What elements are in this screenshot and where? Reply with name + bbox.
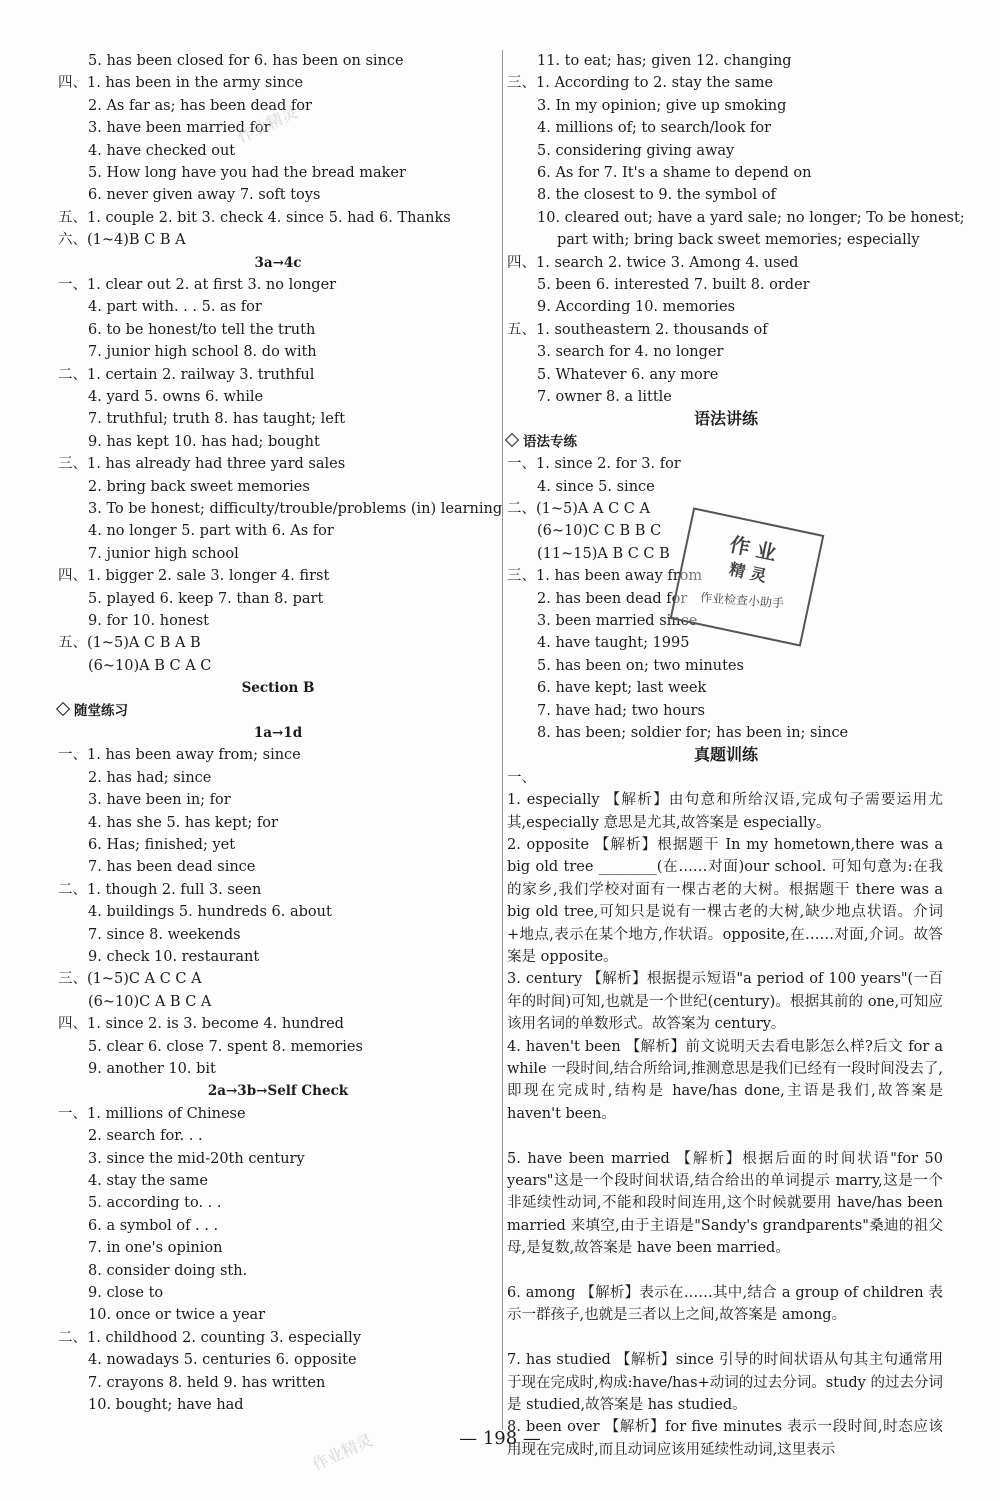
answer-line: 7. in one's opinion [88,1240,223,1257]
answer-line: 4. nowadays 5. centuries 6. opposite [88,1352,357,1369]
explanation-paragraph: 1. especially 【解析】由句意和所给汉语,完成句子需要运用尤其,especially 意思是尤其,故答案是 especially。 [507,792,943,831]
answer-line: 11. to eat; has; given 12. changing [537,53,792,69]
explanation-paragraph: 2. opposite 【解析】根据题干 In my hometown,there was a big old tree ________(在……对面)our school. 可知句意为:在我的家乡,我们学校对面有一棵古老的大树。根据题干 there was a big old tree,可知只是说有一棵古老的大树,缺少地点状语。介词+地点,表示在某个地方,作状语。opposite,在……对面,介词。故答案是 opposite。 [507,837,943,966]
answer-line: 4. since 5. since [537,478,655,495]
answer-line: 一、1. has been away from; since [58,747,301,764]
answer-line: 10. once or twice a year [88,1307,266,1324]
answer-line: 7. has been dead since [88,859,256,876]
answer-line: 6. to be honest/to tell the truth [88,321,316,338]
answer-line: (11~15)A B C C B [537,545,670,562]
answer-line: 二、1. childhood 2. counting 3. especially [58,1329,362,1346]
answer-line: 4. has she 5. has kept; for [88,814,278,831]
stamp-text-2: 精 灵 [727,559,769,586]
answer-line: 4. have taught; 1995 [537,635,690,652]
section-heading: Section B [241,680,315,697]
answer-line: 7. junior high school 8. do with [88,344,317,361]
answer-line: 5. How long have you had the bread maker [88,165,406,181]
answer-line: 一、1. clear out 2. at first 3. no longer [58,277,337,293]
answer-line: 6. Has; finished; yet [88,837,236,853]
section-heading: 2a→3b→Self Check [207,1083,349,1100]
answer-line: 6. As for 7. It's a shame to depend on [537,165,812,181]
explanation-paragraph: 6. among 【解析】表示在……其中,结合 a group of children 表示一群孩子,也就是三者以上之间,故答案是 among。 [507,1285,943,1324]
section-heading: 1a→1d [253,725,303,741]
answer-line: 2. has had; since [88,769,212,786]
answer-line: 5. played 6. keep 7. than 8. part [88,590,324,607]
watermark: 作业精灵 [309,1430,376,1475]
section-label [58,700,128,722]
answer-line: 3. have been in; for [88,792,231,809]
answer-line: 4. part with. . . 5. as for [88,299,262,316]
answer-line: 9. According 10. memories [537,299,736,316]
answer-line: 二、1. though 2. full 3. seen [58,881,262,898]
answer-line: 6. never given away 7. soft toys [88,187,321,204]
section-label [507,431,577,453]
answer-line: 4. buildings 5. hundreds 6. about [88,904,332,921]
answer-line: 二、1. certain 2. railway 3. truthful [58,366,315,383]
stamp-text-1: 作 业 [727,532,779,566]
answer-line: (6~10)C A B C A [88,993,212,1010]
section-label-text: 随堂练习 [74,702,128,719]
answer-line: 8. the closest to 9. the symbol of [537,187,776,204]
answer-line: 9. check 10. restaurant [88,949,260,965]
answer-line: 一、1. millions of Chinese [58,1105,246,1122]
answer-line: 四、1. bigger 2. sale 3. longer 4. first [58,568,330,585]
section-heading: 真题训练 [693,745,758,765]
answer-line: 四、1. has been in the army since [58,75,304,92]
answer-line: 三、1. has been away from [507,568,703,585]
answer-line: 2. has been dead for [537,590,688,607]
answer-line: 5. been 6. interested 7. built 8. order [537,277,810,293]
answer-line: (6~10)C C B B C [537,523,662,540]
answer-line: 5. according to. . . [88,1195,222,1212]
explanation-paragraph: 7. has studied 【解析】since 引导的时间状语从句其主句通常用于现在完成时,构成:have/has+动词的过去分词。study 的过去分词是 studied,故答案是 has studied。 [507,1352,943,1413]
answer-line: 9. another 10. bit [88,1061,216,1077]
answer-line: 3. been married since [537,613,698,629]
section-heading: 语法讲练 [693,409,758,429]
watermark: 作业精灵 [234,102,301,147]
answer-line: 6. a symbol of . . . [88,1217,219,1234]
answer-line: 二、(1~5)A A C C A [507,501,650,517]
answer-line: 一、 [507,769,536,786]
answer-line: 8. has been; soldier for; has been in; since [537,725,849,741]
diamond-icon [505,433,519,447]
explanation-paragraph: 8. been over 【解析】for five minutes 表示一段时间,时态应该用现在完成时,而且动词应该用延续性动词,这里表示 [507,1419,943,1458]
explanation-paragraph: 5. have been married 【解析】根据后面的时间状语"for 50 years"这是一个段时间状语,结合给出的单词提示 marry,这是一个非延续性动词,不能和段时间连用,这个时候就要用 have/has been married 来填空,由于主语是"Sandy's grandparents"桑迪的祖父母,是复数,故答案是 have been married。 [507,1150,943,1257]
answer-line: 7. have had; two hours [537,702,705,719]
explanation-paragraph: 3. century 【解析】根据提示短语"a period of 100 years"(一百年的时间)可知,也就是一个世纪(century)。根据其前的 one,可知应该用名词的单数形式。故答案为 century。 [507,971,943,1033]
answer-line: 四、1. since 2. is 3. become 4. hundred [58,1016,344,1033]
answer-line: 6. have kept; last week [537,680,707,697]
answer-line: 7. crayons 8. held 9. has written [88,1374,326,1391]
answer-line: 4. no longer 5. part with 6. As for [88,523,334,540]
answer-line: 9. has kept 10. has had; bought [88,433,320,450]
answer-line: part with; bring back sweet memories; especially [557,232,920,249]
column-divider [502,50,503,1430]
answer-line: 9. for 10. honest [88,613,210,629]
section-heading: 3a→4c [254,254,302,271]
answer-line: 三、(1~5)C A C C A [58,971,202,988]
section-label-text: 语法专练 [523,433,577,450]
stamp-text-3: 作业检查小助手 [699,590,785,611]
explanation-paragraph: 4. haven't been 【解析】前文说明天去看电影怎么样?后文 for a while 一段时间,结合所给词,推测意思是我们已经有一段时间没去了,即现在完成时,结构是 have/has done,主语是我们,故答案是 haven't been。 [507,1038,943,1122]
answer-line: 五、1. southeastern 2. thousands of [507,321,768,338]
answer-line: 3. have been married for [88,120,271,137]
answer-line: 3. since the mid-20th century [88,1150,305,1167]
answer-line: 三、1. According to 2. stay the same [507,75,774,92]
answer-line: 5. has been on; two minutes [537,657,744,674]
answer-line: 2. As far as; has been dead for [88,97,312,114]
diamond-icon [56,702,70,716]
answer-line: 四、1. search 2. twice 3. Among 4. used [507,254,799,271]
answer-line: 5. Whatever 6. any more [537,366,719,383]
answer-line: 5. has been closed for 6. has been on since [88,53,404,69]
answer-line: 4. millions of; to search/look for [537,120,772,137]
answer-line: 10. cleared out; have a yard sale; no longer; To be honest; [537,209,965,226]
answer-line: 3. search for 4. no longer [537,344,724,361]
answer-line: 4. have checked out [88,142,236,159]
answer-line: 7. truthful; truth 8. has taught; left [88,411,346,428]
answer-line: (6~10)A B C A C [88,657,212,674]
answer-line: 7. junior high school [88,545,239,562]
answer-line: 五、1. couple 2. bit 3. check 4. since 5. had 6. Thanks [58,209,451,226]
page-number: — 198 — [459,1428,541,1449]
answer-line: 三、1. has already had three yard sales [58,456,346,473]
answer-line: 9. close to [88,1285,164,1301]
answer-line: 4. yard 5. owns 6. while [88,389,264,405]
answer-line: 3. In my opinion; give up smoking [537,97,787,114]
answer-line: 5. considering giving away [537,142,735,159]
answer-line: 2. search for. . . [88,1128,203,1145]
answer-line: 7. since 8. weekends [88,926,241,943]
answer-line: 2. bring back sweet memories [88,478,310,495]
answer-line: 六、(1~4)B C B A [58,232,186,249]
answer-line: 10. bought; have had [88,1397,244,1413]
answer-line: 7. owner 8. a little [537,389,672,405]
answer-line: 五、(1~5)A C B A B [58,635,201,652]
answer-line: 一、1. since 2. for 3. for [507,456,681,473]
answer-line: 3. To be honest; difficulty/trouble/problems (in) learning [88,501,503,517]
answer-line: 4. stay the same [88,1173,208,1189]
answer-line: 8. consider doing sth. [88,1262,248,1279]
answer-line: 5. clear 6. close 7. spent 8. memories [88,1038,363,1055]
